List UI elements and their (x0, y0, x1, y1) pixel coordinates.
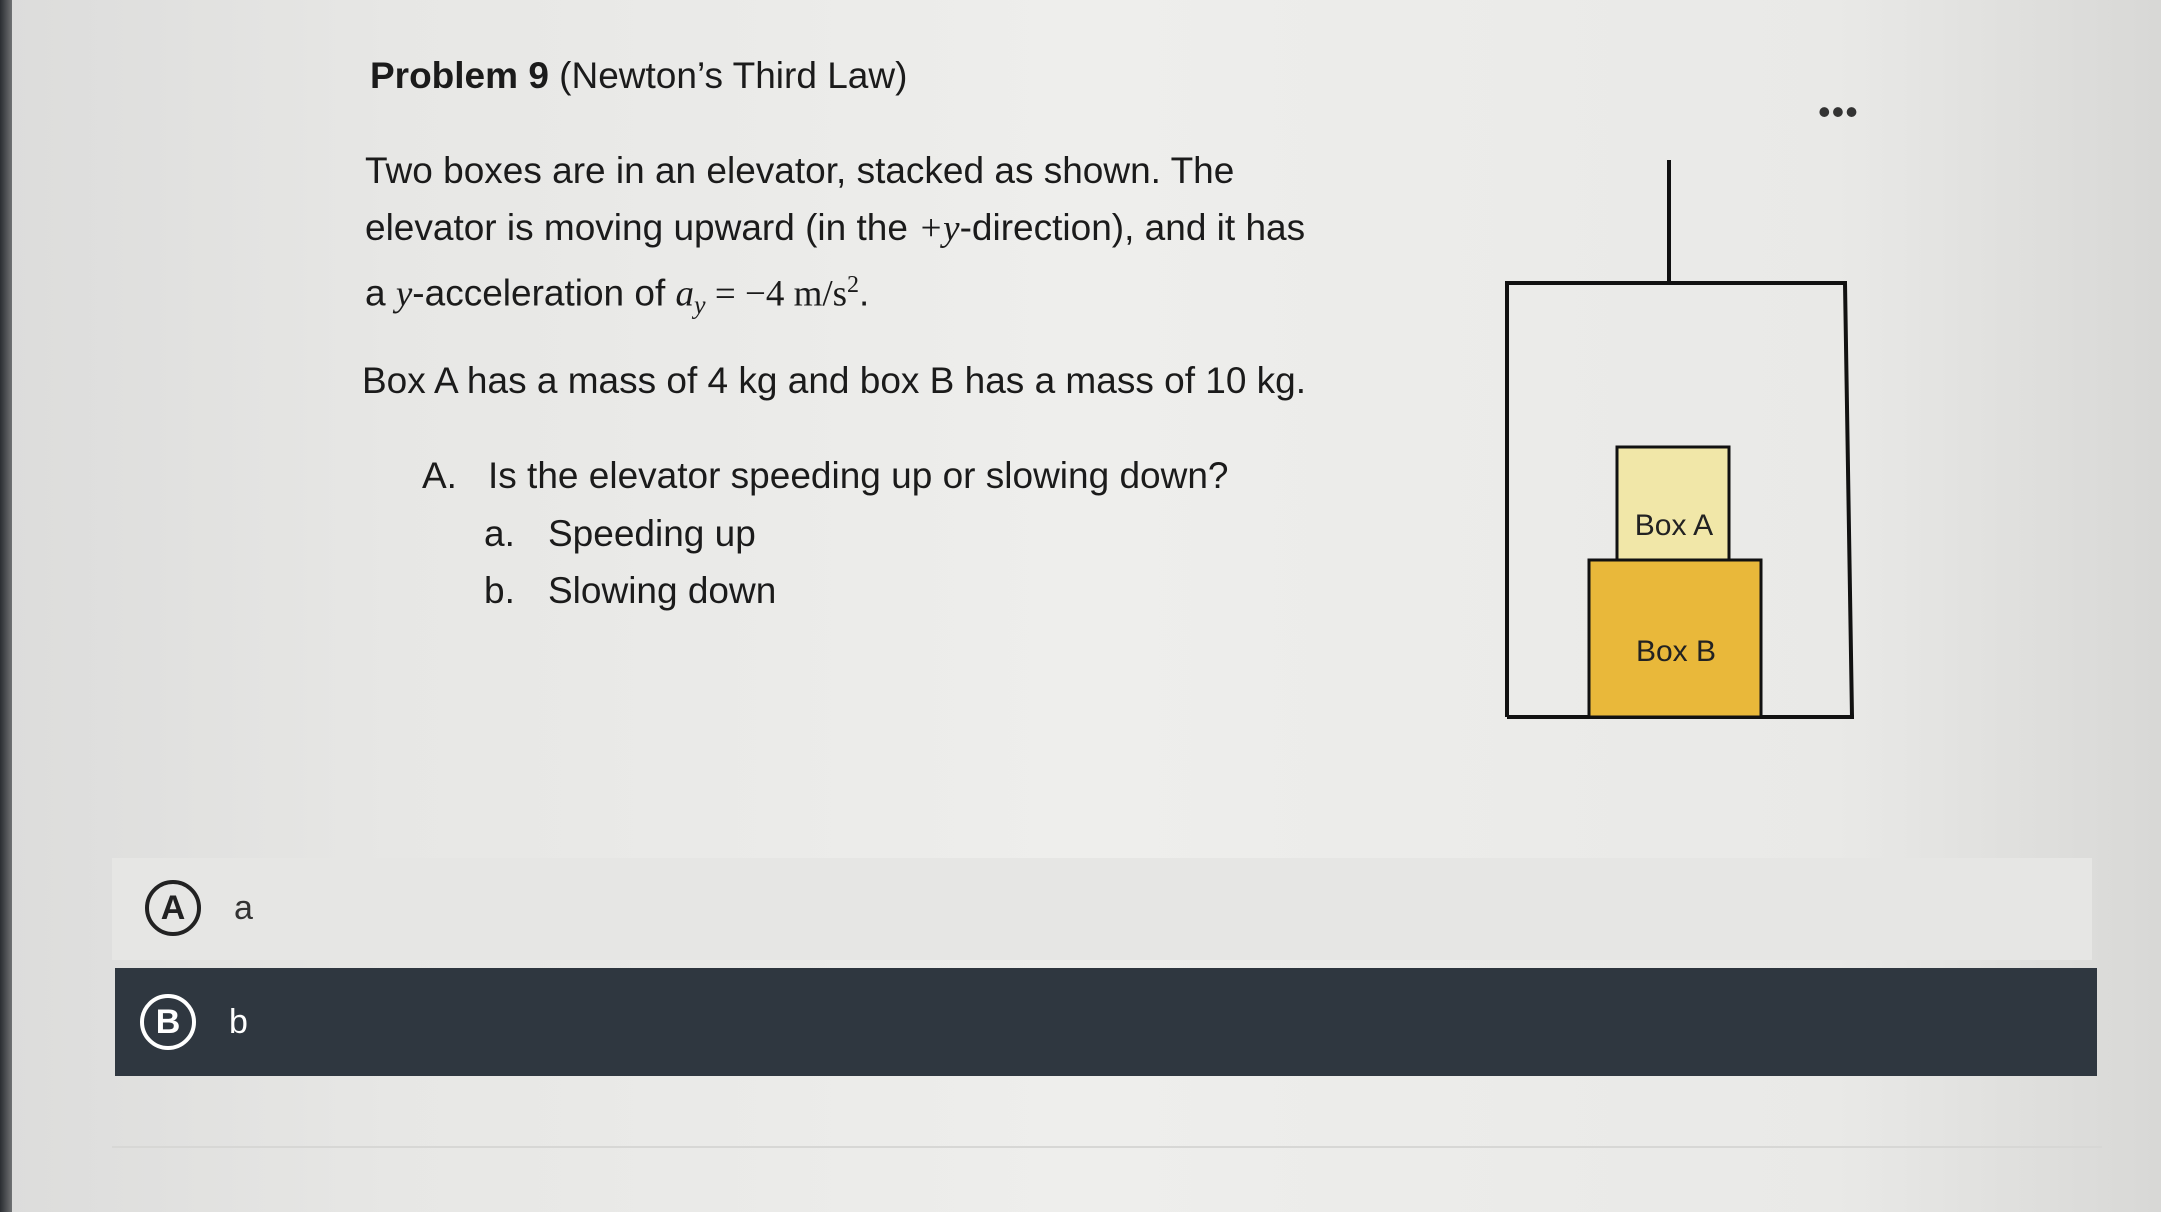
accel-subscript: y (694, 290, 706, 320)
choice-a-text: a (234, 889, 253, 927)
line-2-text-start: elevator is moving upward (in the (365, 207, 919, 248)
question-label: A. (422, 455, 457, 496)
more-options-icon[interactable]: ••• (1818, 91, 1859, 132)
direction-math: +y (918, 208, 960, 249)
y-math: y (395, 273, 413, 315)
box-a-label: Box A (1634, 509, 1714, 542)
choice-b-text: b (229, 1003, 248, 1041)
choice-b-badge: B (140, 994, 196, 1050)
answer-choice-b[interactable] (115, 968, 2097, 1076)
choice-a-badge: A (145, 880, 201, 936)
line-3-text-start: a (365, 272, 396, 314)
accel-exponent: 2 (847, 272, 860, 298)
problem-topic: (Newton’s Third Law) (548, 55, 908, 96)
problem-title (370, 52, 907, 100)
description-line-3 (365, 257, 1385, 334)
line-2-text-end: -direction), and it has (959, 207, 1306, 248)
option-slowing-down (484, 562, 776, 619)
description-line-2 (365, 199, 1385, 257)
line-3-period: . (859, 272, 870, 314)
box-b-label: Box B (1635, 635, 1717, 668)
line-3-text-mid: -acceleration of (412, 272, 676, 314)
option-label: b. (484, 570, 515, 611)
description-line-1 (365, 142, 1385, 199)
option-text: Speeding up (548, 513, 756, 554)
question-text: Is the elevator speeding up or slowing down? (488, 455, 1229, 496)
accel-value: = −4 m/s (705, 273, 848, 315)
line-1-text: Two boxes are in an elevator, stacked as shown. The (365, 150, 1235, 191)
option-speeding-up (484, 505, 756, 562)
problem-number: Problem 9 (370, 55, 549, 96)
elevator-diagram (1490, 150, 1870, 730)
accel-symbol: a (675, 273, 695, 315)
answer-choice-a[interactable] (112, 858, 2092, 960)
screen-edge (0, 0, 12, 1212)
question (422, 447, 1228, 504)
option-label: a. (484, 513, 515, 554)
problem-description (365, 142, 1385, 334)
mass-statement: Box A has a mass of 4 kg and box B has a mass of 10 kg. (362, 360, 1307, 401)
box-a (1617, 447, 1729, 560)
divider (112, 1146, 2102, 1148)
option-text: Slowing down (548, 570, 777, 611)
